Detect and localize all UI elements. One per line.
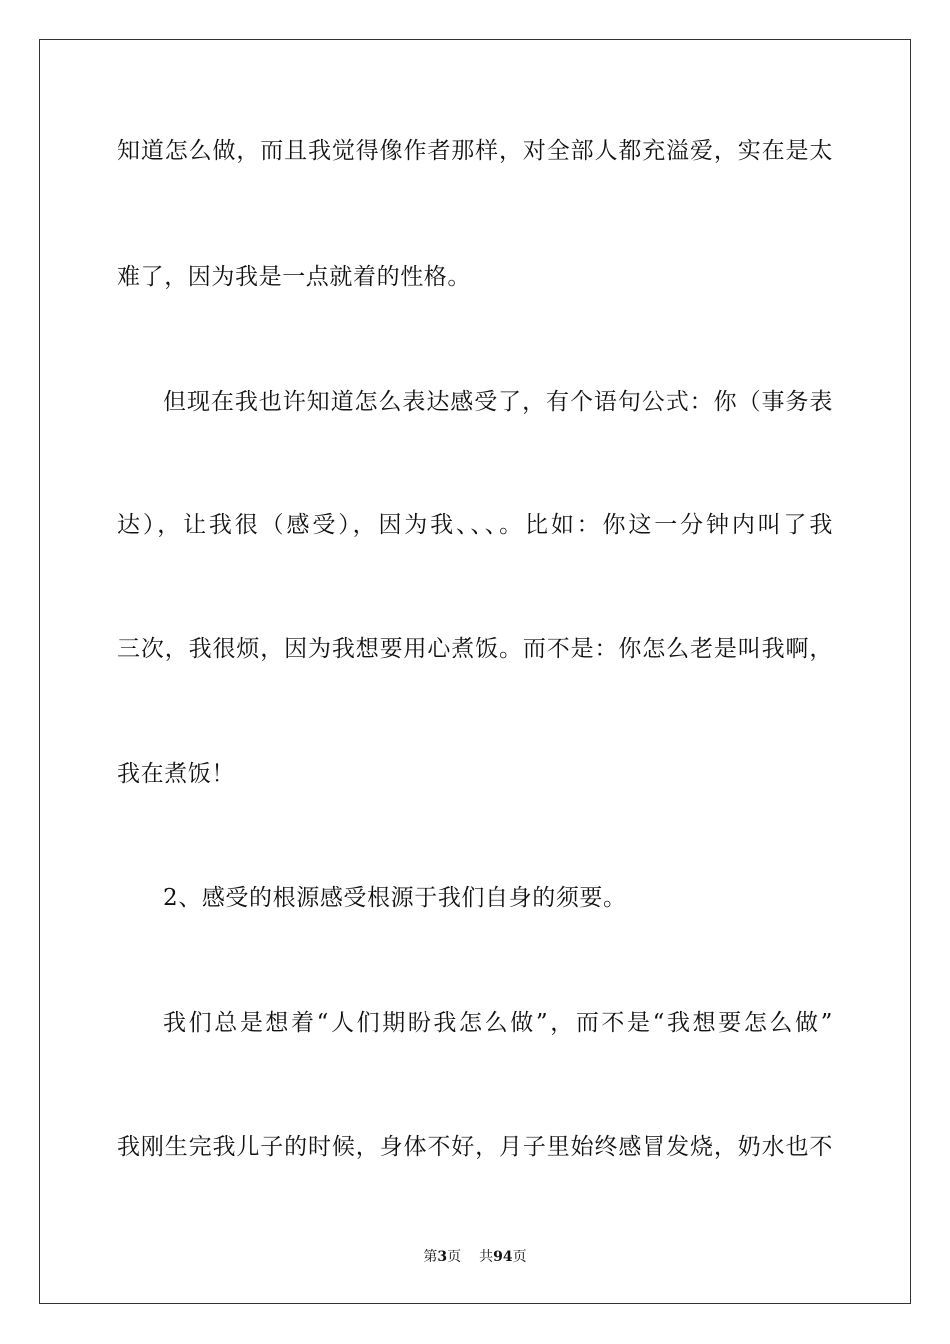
text-line-7: 2、感受的根源感受根源于我们自身的须要。 (163, 885, 627, 911)
text-line-1: 知道怎么做，而且我觉得像作者那样，对全部人都充溢爱，实在是太 (117, 138, 833, 164)
text-line-8: 我们总是想着“人们期盼我怎么做”，而不是“我想要怎么做” (163, 1010, 833, 1036)
text-line-4: 达），让我很（感受），因为我、、、。比如：你这一分钟内叫了我 (117, 512, 833, 538)
page-border (39, 39, 911, 1304)
text-line-2: 难了，因为我是一点就着的性格。 (117, 264, 471, 290)
text-line-3: 但现在我也许知道怎么表达感受了，有个语句公式：你（事务表 (163, 389, 833, 415)
total-pages: 94 (493, 1249, 513, 1265)
total-suffix: 页 (512, 1249, 527, 1265)
text-line-9: 我刚生完我儿子的时候，身体不好，月子里始终感冒发烧，奶水也不 (117, 1134, 833, 1160)
page-suffix: 页 (447, 1249, 462, 1265)
page-prefix: 第 (423, 1249, 438, 1265)
text-line-5: 三次，我很烦，因为我想要用心煮饭。而不是：你怎么老是叫我啊， (117, 636, 833, 662)
page-number: 3 (437, 1249, 448, 1265)
page-footer (0, 1247, 950, 1267)
total-prefix: 共 (479, 1249, 494, 1265)
text-line-6: 我在煮饭！ (117, 761, 235, 787)
